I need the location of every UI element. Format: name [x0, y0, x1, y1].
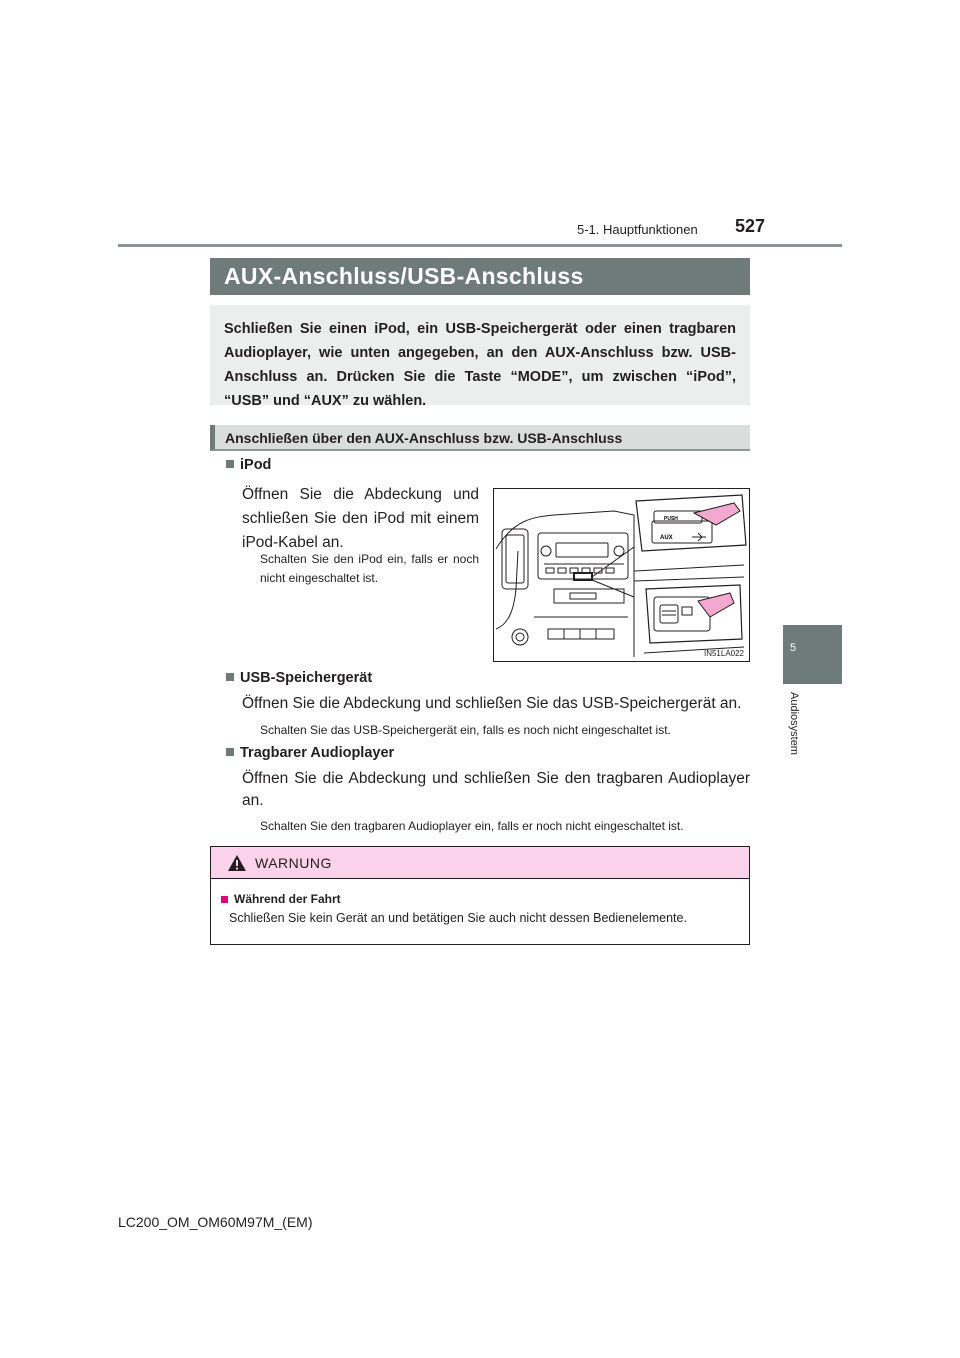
section-note-usb: Schalten Sie das USB-Speichergerät ein, falls es noch nicht eingeschaltet ist. — [260, 723, 671, 737]
section-note-ipod: Schalten Sie den iPod ein, falls er noch nicht eingeschaltet ist. — [260, 552, 479, 585]
intro-box — [210, 305, 750, 409]
subheading: Anschließen über den AUX-Anschluss bzw. USB-Anschluss — [225, 430, 623, 446]
warning-triangle-icon — [227, 854, 247, 872]
chapter-label — [787, 692, 801, 772]
push-label: PUSH — [664, 516, 678, 522]
section-heading-usb — [226, 670, 372, 686]
chapter-tab — [783, 625, 842, 684]
section-heading-audioplayer — [226, 745, 394, 761]
aux-label: AUX — [660, 535, 673, 541]
bullet-square-icon — [226, 673, 234, 681]
dashboard-drawing — [494, 489, 750, 662]
pink-bullet-icon — [221, 896, 228, 903]
footer-code: LC200_OM_OM60M97M_(EM) — [118, 1214, 313, 1230]
section-note-audioplayer: Schalten Sie den tragbaren Audioplayer ein, falls er noch nicht eingeschaltet ist. — [260, 819, 684, 833]
section-body-audioplayer: Öffnen Sie die Abdeckung und schließen Sie den tragbaren Audioplayer an. — [242, 770, 750, 809]
section-body-usb: Öffnen Sie die Abdeckung und schließen Sie das USB-Speichergerät an. — [242, 695, 742, 712]
chapter-label-text: Audiosystem — [788, 692, 800, 755]
warning-header — [211, 847, 749, 879]
dashboard-illustration — [493, 488, 750, 662]
bullet-square-icon — [226, 460, 234, 468]
warning-box — [210, 846, 750, 945]
warning-title: WARNUNG — [255, 855, 332, 871]
section-heading-text: USB-Speichergerät — [240, 670, 373, 686]
intro-text: Schließen Sie einen iPod, ein USB-Speichergerät oder einen tragbaren Audioplayer, wie unten angegeben, an den AUX-Anschluss bzw. USB-Anschluss an. Drücken Sie die Taste “MODE”, um zwischen “iPod”, “USB” und “AUX” zu wählen. — [224, 321, 736, 409]
warning-subheading — [221, 892, 341, 906]
section-body-ipod: Öffnen Sie die Abdeckung und schließen Sie den iPod mit einem iPod-Kabel an. — [242, 486, 479, 551]
page-title-bar — [210, 258, 750, 295]
header-rule — [118, 244, 842, 247]
subheading-bar — [210, 425, 750, 451]
section-heading-text: iPod — [240, 457, 272, 473]
chapter-number: 5 — [790, 642, 797, 654]
page-number: 527 — [735, 216, 766, 236]
section-header: 5-1. Hauptfunktionen — [577, 222, 698, 237]
figure-code: IN51LA022 — [703, 649, 744, 658]
bullet-square-icon — [226, 748, 234, 756]
warning-subheading-text: Während der Fahrt — [234, 892, 341, 906]
section-heading-ipod — [226, 457, 271, 473]
section-heading-text: Tragbarer Audioplayer — [240, 745, 395, 761]
warning-body: Schließen Sie kein Gerät an und betätigen Sie auch nicht dessen Bedienelemente. — [229, 911, 687, 925]
page-title: AUX-Anschluss/USB-Anschluss — [224, 263, 584, 289]
